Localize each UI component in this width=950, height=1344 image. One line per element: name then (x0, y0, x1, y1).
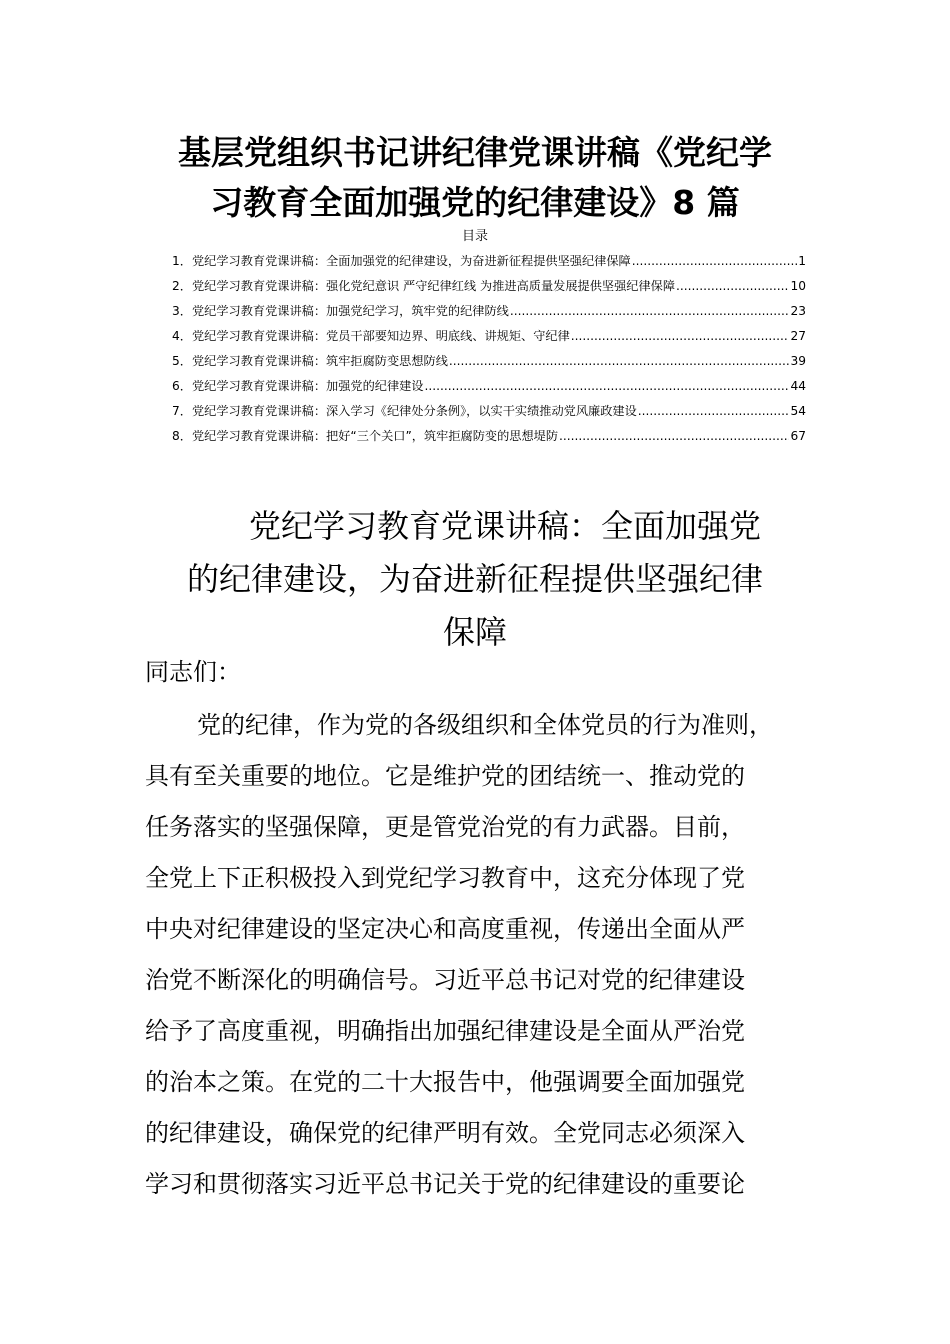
toc-page-number: 10 (790, 279, 806, 293)
toc-entry-6[interactable] (172, 376, 806, 401)
toc-entry-text: 6．党纪学习教育党课讲稿：加强党的纪律建设 (172, 379, 424, 393)
toc-leader-dots (571, 326, 790, 346)
document-title (130, 128, 820, 228)
body-line: 任务落实的坚强保障，更是管党治党的有力武器。目前， (145, 813, 745, 841)
toc-heading: 目录 (461, 229, 488, 244)
toc-page-number: 67 (790, 429, 806, 443)
body-line: 党的纪律，作为党的各级组织和全体党员的行为准则， (197, 711, 773, 739)
toc-page-number: 44 (790, 379, 806, 393)
table-of-contents (172, 251, 806, 451)
toc-entry-4[interactable] (172, 326, 806, 351)
body-line: 全党上下正积极投入到党纪学习教育中，这充分体现了党 (145, 864, 745, 892)
toc-entry-text: 2．党纪学习教育党课讲稿：强化党纪意识 严守纪律红线 为推进高质量发展提供坚强纪律保障 (172, 279, 676, 293)
toc-entry-8[interactable] (172, 426, 806, 451)
salutation: 同志们： (145, 658, 241, 686)
section-title-line-2: 的纪律建设，为奋进新征程提供坚强纪律 (186, 560, 763, 598)
toc-entry-text: 1．党纪学习教育党课讲稿：全面加强党的纪律建设，为奋进新征程提供坚强纪律保障 (172, 254, 631, 268)
toc-entry-1[interactable] (172, 251, 806, 276)
toc-leader-dots (449, 351, 790, 371)
body-line: 的治本之策。在党的二十大报告中，他强调要全面加强党 (145, 1068, 745, 1096)
body-line: 学习和贯彻落实习近平总书记关于党的纪律建设的重要论 (145, 1170, 745, 1198)
body-paragraph (145, 700, 815, 1210)
toc-leader-dots (559, 426, 789, 446)
toc-leader-dots (632, 251, 798, 271)
toc-leader-dots (510, 301, 790, 321)
document-title-line-2: 习教育全面加强党的纪律建设》8 篇 (210, 183, 740, 222)
toc-entry-2[interactable] (172, 276, 806, 301)
body-line: 具有至关重要的地位。它是维护党的团结统一、推动党的 (145, 762, 745, 790)
toc-entry-text: 4．党纪学习教育党课讲稿：党员干部要知边界、明底线、讲规矩、守纪律 (172, 329, 570, 343)
body-line: 中央对纪律建设的坚定决心和高度重视，传递出全面从严 (145, 915, 745, 943)
toc-entry-text: 5．党纪学习教育党课讲稿：筑牢拒腐防变思想防线 (172, 354, 448, 368)
section-title (140, 500, 810, 659)
body-line: 的纪律建设，确保党的纪律严明有效。全党同志必须深入 (145, 1119, 745, 1147)
section-title-line-1: 党纪学习教育党课讲稿：全面加强党 (248, 507, 761, 545)
body-line: 给予了高度重视，明确指出加强纪律建设是全面从严治党 (145, 1017, 745, 1045)
toc-page-number: 54 (790, 404, 806, 418)
toc-leader-dots (638, 401, 790, 421)
body-line: 治党不断深化的明确信号。习近平总书记对党的纪律建设 (145, 966, 745, 994)
toc-leader-dots (676, 276, 789, 296)
section-title-line-3: 保障 (442, 613, 507, 651)
toc-page-number: 23 (790, 304, 806, 318)
toc-entry-3[interactable] (172, 301, 806, 326)
toc-entry-text: 7．党纪学习教育党课讲稿：深入学习《纪律处分条例》，以实干实绩推动党风廉政建设 (172, 404, 637, 418)
toc-leader-dots (425, 376, 790, 396)
toc-page-number: 1 (798, 254, 806, 268)
document-title-line-1: 基层党组织书记讲纪律党课讲稿《党纪学 (178, 133, 772, 172)
toc-entry-7[interactable] (172, 401, 806, 426)
toc-entry-text: 8．党纪学习教育党课讲稿：把好“三个关口”，筑牢拒腐防变的思想堤防 (172, 429, 559, 443)
toc-page-number: 39 (790, 354, 806, 368)
toc-page-number: 27 (790, 329, 806, 343)
toc-entry-5[interactable] (172, 351, 806, 376)
toc-entry-text: 3．党纪学习教育党课讲稿：加强党纪学习，筑牢党的纪律防线 (172, 304, 509, 318)
